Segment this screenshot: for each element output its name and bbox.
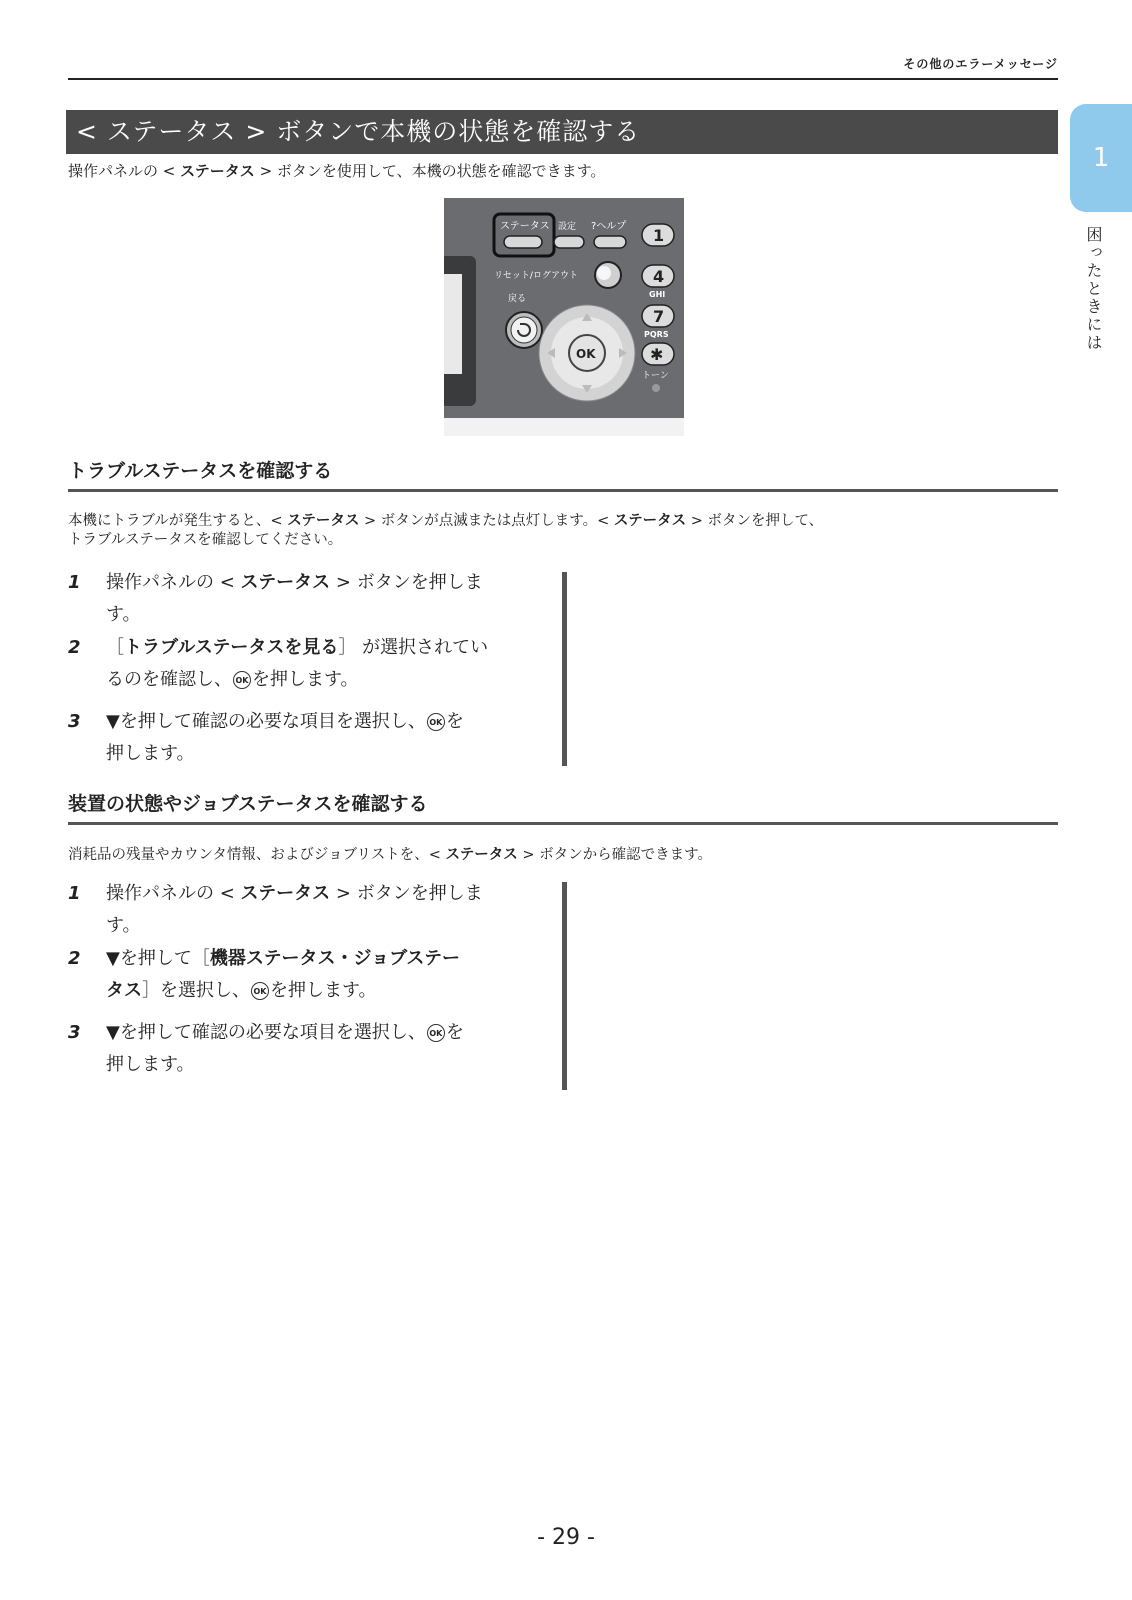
ok-button-icon: OK	[233, 671, 251, 689]
section-title: < ステータス > ボタンで本機の状態を確認する	[66, 110, 1058, 154]
key-1: 1	[653, 226, 665, 245]
device-step-2: 2 ▼を押して［機器ステータス・ジョブステー タス］を選択し、 OK を押します。	[68, 943, 538, 1007]
back-key-label: 戻る	[508, 294, 527, 304]
step-number: 2	[68, 637, 81, 658]
device-step-1: 1 操作パネルの < ステータス > ボタンを押しま す。	[68, 878, 538, 942]
chapter-number: 1	[1092, 143, 1110, 173]
control-panel-illustration	[444, 198, 684, 436]
running-header: その他のエラーメッセージ	[903, 57, 1058, 71]
device-heading: 装置の状態やジョブステータスを確認する	[68, 789, 1058, 825]
settings-key-label: 設定	[558, 222, 577, 232]
trouble-step-3: 3 ▼を押して確認の必要な項目を選択し、 OK を 押します。	[68, 706, 538, 770]
status-key-label: ステータス	[500, 221, 550, 232]
step-number: 1	[68, 572, 81, 593]
device-side-bar	[562, 882, 567, 1090]
ok-button-icon: OK	[251, 982, 269, 1000]
device-step-3: 3 ▼を押して確認の必要な項目を選択し、 OK を 押します。	[68, 1017, 538, 1081]
key-7-sub: PQRS	[644, 330, 669, 339]
ok-button-icon: OK	[427, 1024, 445, 1042]
page-number: - 29 -	[537, 1525, 595, 1550]
key-4: 4	[653, 267, 665, 286]
reset-key-label: リセット/ログアウト	[494, 271, 578, 281]
header-rule	[68, 78, 1058, 80]
trouble-side-bar	[562, 572, 567, 766]
tone-label: トーン	[642, 371, 669, 381]
chapter-tab[interactable]	[1070, 104, 1132, 212]
ok-button-icon: OK	[427, 713, 445, 731]
key-star: ✱	[650, 345, 664, 364]
step-number: 2	[68, 948, 81, 969]
key-7: 7	[653, 307, 665, 326]
step-number: 3	[68, 711, 81, 732]
trouble-paragraph: 本機にトラブルが発生すると、< ステータス > ボタンが点滅または点灯します。< ステータス > ボタンを押して、 トラブルステータスを確認してください。	[68, 513, 824, 548]
key-4-sub: GHI	[649, 290, 666, 299]
step-number: 3	[68, 1022, 81, 1043]
step-number: 1	[68, 883, 81, 904]
trouble-step-2: 2 ［トラブルステータスを見る］ が選択されてい るのを確認し、 OK を押します。	[68, 632, 538, 696]
help-key-label: ?ヘルプ	[591, 221, 627, 232]
section-intro: 操作パネルの < ステータス > ボタンを使用して、本機の状態を確認できます。	[68, 162, 606, 180]
device-paragraph: 消耗品の残量やカウンタ情報、およびジョブリストを、< ステータス > ボタンから確認できます。	[68, 847, 712, 863]
chapter-side-title: 困ったときには	[1084, 226, 1103, 352]
trouble-step-1: 1 操作パネルの < ステータス > ボタンを押しま す。	[68, 567, 538, 631]
trouble-heading: トラブルステータスを確認する	[68, 456, 1058, 492]
ok-key-label: OK	[576, 347, 596, 361]
